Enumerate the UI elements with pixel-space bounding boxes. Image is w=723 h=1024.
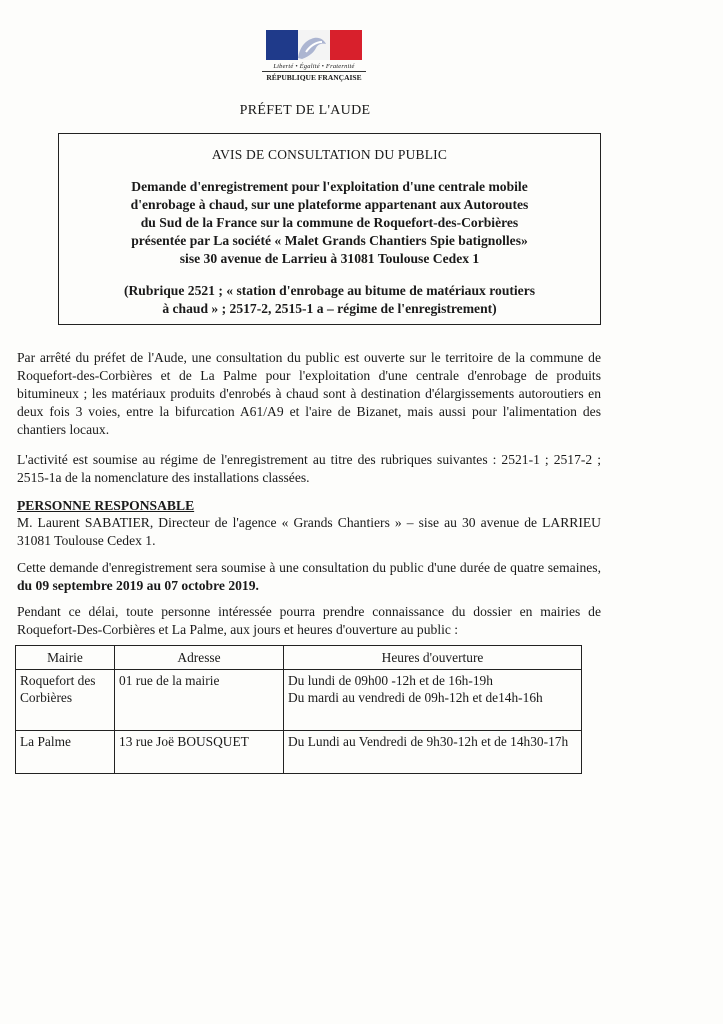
table-row	[16, 670, 582, 731]
notice-title: AVIS DE CONSULTATION DU PUBLIC	[211, 147, 448, 162]
paragraph-arrete: Par arrêté du préfet de l'Aude, une consultation du public est ouverte sur le territoire de la commune de Roquefort-des-Corbières et de La Palme pour l'exploitation d'une centrale d'enrobage de produits bitumineux ; les matériaux produits d'enrobés à chaud sont à destination d'élargissements autoroutiers en deux fois 3 voies, entre la bifurcation A61/A9 et l'aire de Bizanet, mais aussi pour l'alimentation des chantiers locaux.	[17, 350, 601, 437]
cell-mairie: Roquefort des Corbières	[16, 670, 115, 731]
duree-dates: du 09 septembre 2019 au 07 octobre 2019.	[17, 578, 259, 593]
column-header-heures: Heures d'ouverture	[284, 646, 582, 670]
cell-mairie: La Palme	[16, 731, 115, 774]
responsible-heading: PERSONNE RESPONSABLE	[17, 498, 195, 513]
prefet-title: PRÉFET DE L'AUDE	[239, 103, 371, 118]
cell-adresse: 01 rue de la mairie	[115, 670, 284, 731]
marianne-flag-icon	[266, 30, 362, 60]
cell-heures	[284, 731, 582, 774]
paragraph-duree	[17, 559, 601, 595]
notice-line: d'enrobage à chaud, sur une plateforme appartenant aux Autoroutes	[130, 197, 529, 212]
logo-republic: RÉPUBLIQUE FRANÇAISE	[262, 71, 366, 82]
column-header-adresse: Adresse	[115, 646, 284, 670]
column-header-mairie: Mairie	[16, 646, 115, 670]
paragraph-activite: L'activité est soumise au régime de l'enregistrement au titre des rubriques suivantes : 2521-1 ; 2517-2 ; 2515-1a de la nomenclature des installations classées.	[17, 452, 601, 485]
table-row	[16, 731, 582, 774]
hours-line: Du lundi de 09h00 -12h et de 16h-19h	[288, 673, 493, 688]
logo-motto: Liberté • Égalité • Fraternité	[273, 63, 355, 70]
cell-adresse: 13 rue Joë BOUSQUET	[115, 731, 284, 774]
table-header-row	[16, 646, 582, 670]
republic-logo	[262, 30, 366, 82]
paragraph-delai: Pendant ce délai, toute personne intéressée pourra prendre connaissance du dossier en mairies de Roquefort-Des-Corbières et La Palme, aux jours et heures d'ouverture au public :	[17, 604, 601, 637]
notice-line: Demande d'enregistrement pour l'exploitation d'une centrale mobile	[131, 179, 528, 194]
notice-line: présentée par La société « Malet Grands Chantiers Spie batignolles»	[131, 233, 528, 248]
hours-line: Du mardi au vendredi de 09h-12h et de14h-16h	[288, 690, 543, 705]
cell-heures	[284, 670, 582, 731]
hours-line: Du Lundi au Vendredi de 9h30-12h et de 14h30-17h	[288, 734, 569, 749]
rubrique-line: à chaud » ; 2517-2, 2515-1 a – régime de l'enregistrement)	[162, 301, 497, 316]
opening-hours-table	[15, 645, 582, 774]
notice-line: du Sud de la France sur la commune de Roquefort-des-Corbières	[140, 215, 519, 230]
rubrique-line: (Rubrique 2521 ; « station d'enrobage au bitume de matériaux routiers	[123, 283, 536, 298]
responsible-text: M. Laurent SABATIER, Directeur de l'agence « Grands Chantiers » – sise au 30 avenue de LARRIEU 31081 Toulouse Cedex 1.	[17, 515, 601, 548]
notice-line: sise 30 avenue de Larrieu à 31081 Toulouse Cedex 1	[179, 251, 480, 266]
notice-box	[58, 133, 601, 325]
duree-text: Cette demande d'enregistrement sera soumise à une consultation du public d'une durée de quatre semaines,	[17, 560, 601, 575]
